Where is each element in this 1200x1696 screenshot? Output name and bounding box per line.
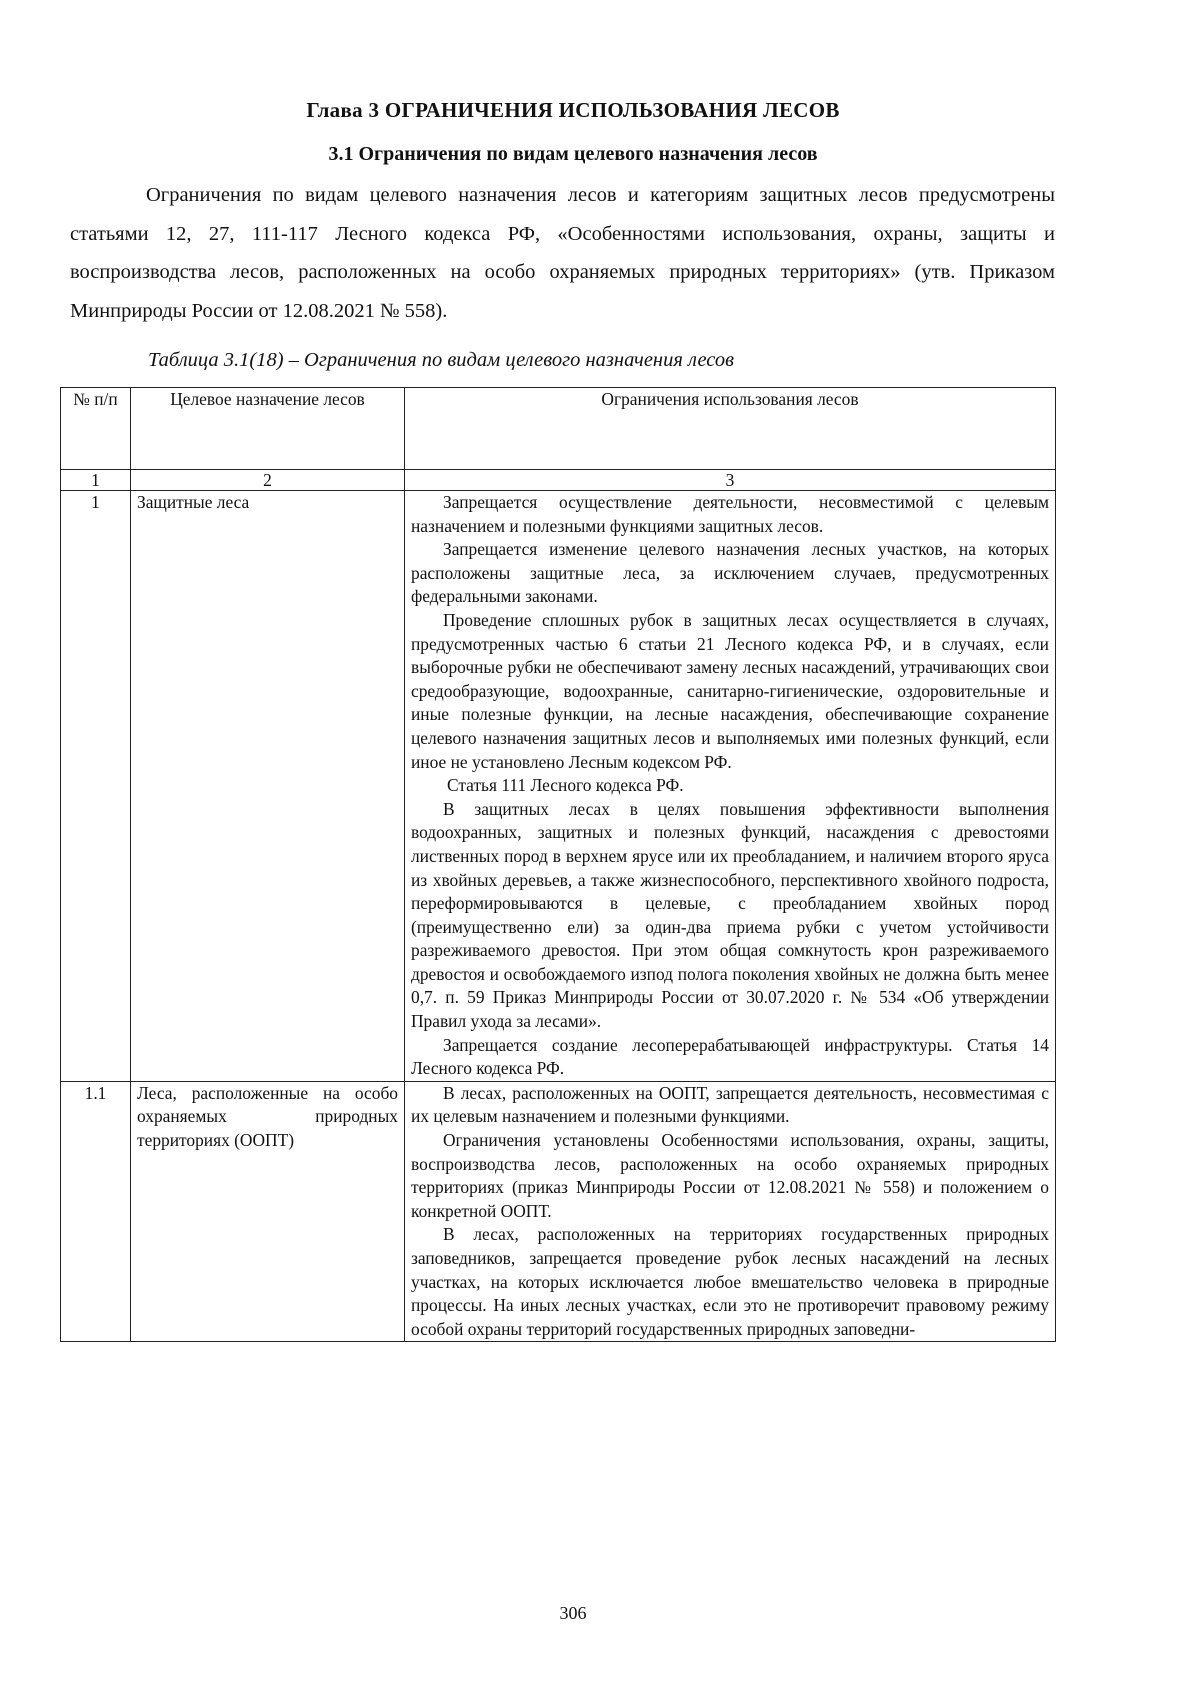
restriction-paragraph: В лесах, расположенных на ООПТ, запрещается деятельность, несовместимая с их целевым назначением и полезными функциями. [411, 1082, 1049, 1127]
table-row [61, 1081, 1056, 1342]
row-purpose: Защитные леса [131, 491, 405, 1082]
restriction-paragraph: Запрещается создание лесоперерабатывающей инфраструктуры. Статья 14 Лесного кодекса РФ. [411, 1034, 1049, 1079]
table-row [61, 491, 1056, 1082]
column-number: 2 [131, 470, 405, 491]
row-purpose: Леса, расположенные на особо охраняемых природных территориях (ООПТ) [131, 1081, 405, 1342]
header-restrictions: Ограничения использования лесов [405, 388, 1056, 470]
table-caption: Таблица 3.1(18) – Ограничения по видам целевого назначения лесов [148, 349, 735, 371]
row-number: 1 [61, 491, 131, 1082]
header-number: № п/п [61, 388, 131, 470]
page-number: 306 [559, 1603, 587, 1623]
restriction-paragraph: В защитных лесах в целях повышения эффективности выполнения водоохранных, защитных и полезных функций, насаждения с древостоями лиственных пород в верхнем ярусе или их преобладанием, и наличием второго яруса из хвойных деревьев, а также жизнеспособного, перспективного хвойного подроста, переформировываются в целевые, с преобладанием хвойных пород (преимущественно ели) за один-два приема рубки с учетом устойчивости разреживаемого древостоя. При этом общая сомкнутость крон разреживаемого древостоя и освобождаемого изпод полога поколения хвойных не должна быть менее 0,7. п. 59 Приказ Минприроды России от 30.07.2020 г. № 534 «Об утверждении Правил ухода за лесами». [411, 798, 1049, 1032]
restriction-paragraph: Запрещается осуществление деятельности, несовместимой с целевым назначением и полезными функциями защитных лесов. [411, 492, 1049, 536]
row-number: 1.1 [61, 1081, 131, 1342]
restriction-paragraph: В лесах, расположенных на территориях государственных природных заповедников, запрещается проведение рубок лесных насаждений на лесных участках, на которых исключается любое вмешательство человека в природные процессы. На иных лесных участках, если это не противоречит правовому режиму особой охраны территорий государственных природных заповедни- [411, 1224, 1049, 1339]
header-purpose: Целевое назначение лесов [131, 388, 405, 470]
column-number: 1 [61, 470, 131, 491]
restriction-paragraph: Статья 111 Лесного кодекса РФ. [447, 775, 684, 796]
restrictions-table [60, 387, 1056, 1342]
row-restrictions [405, 1081, 1056, 1342]
restriction-paragraph: Проведение сплошных рубок в защитных лесах осуществляется в случаях, предусмотренных частью 6 статьи 21 Лесного кодекса РФ, и в случаях, если выборочные рубки не обеспечивают замену лесных насаждений, утрачивающих свои средообразующие, водоохранные, санитарно-гигиенические, оздоровительные и иные полезные функции, на лесные насаждения, обеспечивающие сохранение целевого назначения защитных лесов и выполняемых ими полезных функций, если иное не установлено Лесным кодексом РФ. [411, 609, 1049, 772]
column-number-row [61, 470, 1056, 491]
row-restrictions [405, 491, 1056, 1082]
section-title: 3.1 Ограничения по видам целевого назначения лесов [328, 143, 818, 165]
restriction-paragraph: Ограничения установлены Особенностями использования, охраны, защиты, воспроизводства лесов, расположенных на особо охраняемых природных территориях (приказ Минприроды России от 12.08.2021 № 558) и положением о конкретной ООПТ. [411, 1130, 1049, 1221]
table-header-row [61, 388, 1056, 470]
chapter-title: Глава 3 ОГРАНИЧЕНИЯ ИСПОЛЬЗОВАНИЯ ЛЕСОВ [306, 98, 840, 122]
restriction-paragraph: Запрещается изменение целевого назначения лесных участков, на которых расположены защитные леса, за исключением случаев, предусмотренных федеральными законами. [411, 539, 1049, 607]
intro-paragraph: Ограничения по видам целевого назначения лесов и категориям защитных лесов предусмотрены статьями 12, 27, 111-117 Лесного кодекса РФ, «Особенностями использования, охраны, защиты и воспроизводства лесов, расположенных на особо охраняемых природных территориях» (утв. Приказом Минприроды России от 12.08.2021 № 558). [70, 184, 1055, 322]
column-number: 3 [405, 470, 1056, 491]
